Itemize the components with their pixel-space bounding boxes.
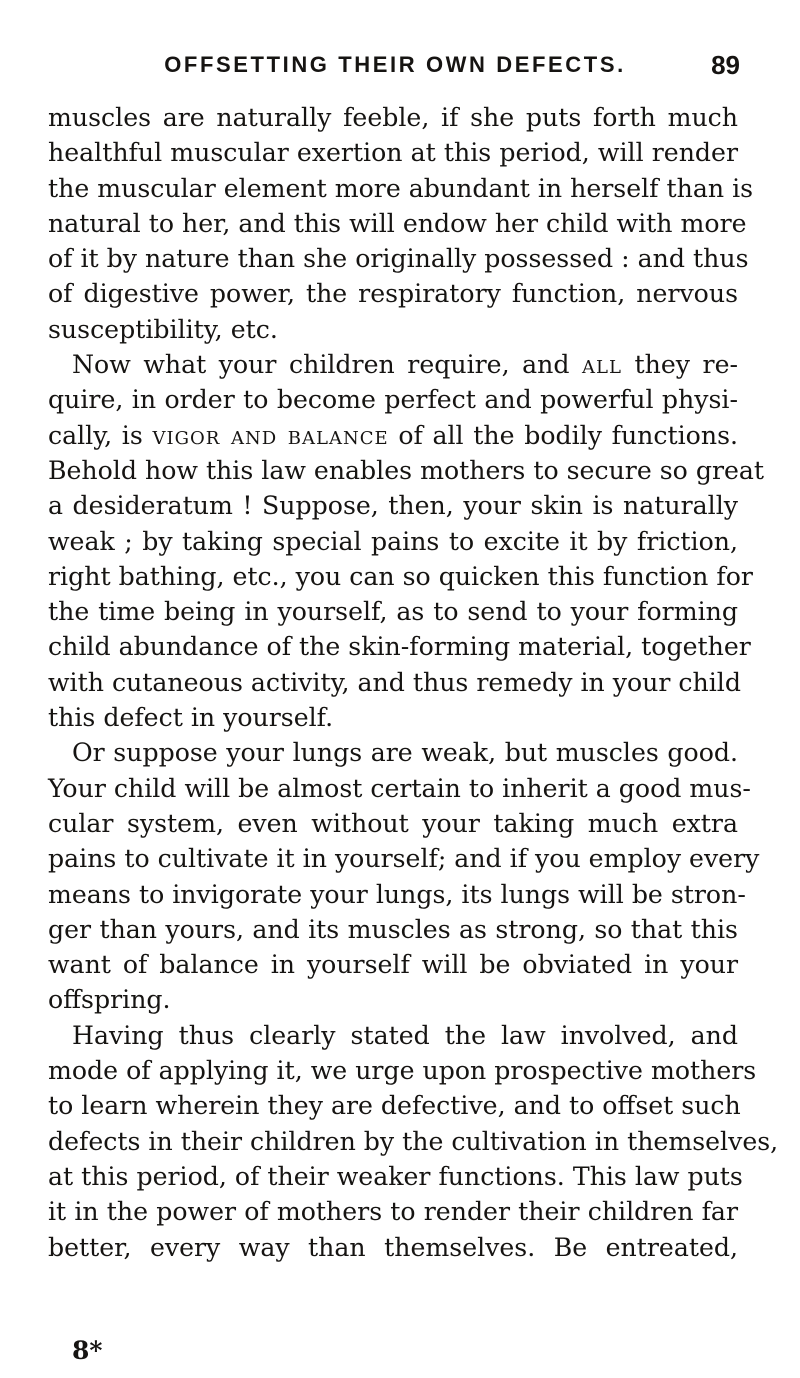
- text-line: of digestive power, the respiratory function, nervous: [48, 279, 738, 309]
- text-line: means to invigorate your lungs, its lungs will be stron-: [48, 879, 746, 909]
- text-line: the muscular element more abundant in herself than is: [48, 173, 754, 203]
- page-header: [96, 48, 740, 82]
- text-line: child abundance of the skin-forming material, together: [48, 632, 751, 662]
- text-fragment: they re-: [621, 350, 738, 380]
- running-head: OFFSETTING THEIR OWN DEFECTS.: [164, 52, 626, 77]
- text-fragment: cally, is: [48, 420, 153, 450]
- small-caps-emphasis: all: [582, 350, 622, 380]
- text-fragment: Now what your children require, and: [72, 350, 583, 380]
- text-fragment: of all the bodily functions.: [388, 420, 738, 450]
- text-line: want of balance in yourself will be obviated in your: [48, 950, 738, 980]
- text-line: offspring.: [48, 985, 171, 1015]
- text-line: better, every way than themselves. Be entreated,: [48, 1232, 738, 1262]
- text-line: quire, in order to become perfect and powerful physi-: [48, 385, 738, 415]
- text-line: susceptibility, etc.: [48, 314, 278, 344]
- text-line: [48, 418, 738, 453]
- text-line: [48, 347, 738, 382]
- text-line: pains to cultivate it in yourself; and if you employ every: [48, 844, 760, 874]
- small-caps-emphasis: vigor and balance: [152, 420, 389, 450]
- text-line: of it by nature than she originally possessed : and thus: [48, 244, 749, 274]
- body-text: [48, 100, 779, 1265]
- text-line: cular system, even without your taking much extra: [48, 808, 738, 838]
- text-line: defects in their children by the cultivation in themselves,: [48, 1126, 779, 1156]
- text-line: healthful muscular exertion at this period, will render: [48, 138, 738, 168]
- text-line: Your child will be almost certain to inherit a good mus-: [48, 773, 751, 803]
- text-line: Or suppose your lungs are weak, but muscles good.: [72, 738, 738, 768]
- text-line: muscles are naturally feeble, if she puts forth much: [48, 103, 738, 132]
- text-line: natural to her, and this will endow her child with more: [48, 208, 747, 238]
- text-line: Behold how this law enables mothers to secure so great: [48, 455, 765, 485]
- text-line: with cutaneous activity, and thus remedy in your child: [48, 667, 741, 697]
- text-line: this defect in yourself.: [48, 703, 334, 733]
- text-line: ger than yours, and its muscles as strong, so that this: [48, 914, 738, 944]
- text-line: the time being in yourself, as to send to your forming: [48, 597, 738, 627]
- text-line: mode of applying it, we urge upon prospective mothers: [48, 1056, 757, 1086]
- text-line: weak ; by taking special pains to excite it by friction,: [48, 526, 738, 556]
- text-line: to learn wherein they are defective, and to offset such: [48, 1091, 741, 1121]
- text-line: at this period, of their weaker functions. This law puts: [48, 1161, 743, 1191]
- text-line: right bathing, etc., you can so quicken this function for: [48, 561, 753, 591]
- text-line: a desideratum ! Suppose, then, your skin is naturally: [48, 491, 738, 521]
- signature-mark: 8*: [72, 1336, 103, 1365]
- text-line: Having thus clearly stated the law involved, and: [72, 1020, 738, 1050]
- page-number: 89: [711, 50, 740, 80]
- text-line: it in the power of mothers to render their children far: [48, 1197, 738, 1227]
